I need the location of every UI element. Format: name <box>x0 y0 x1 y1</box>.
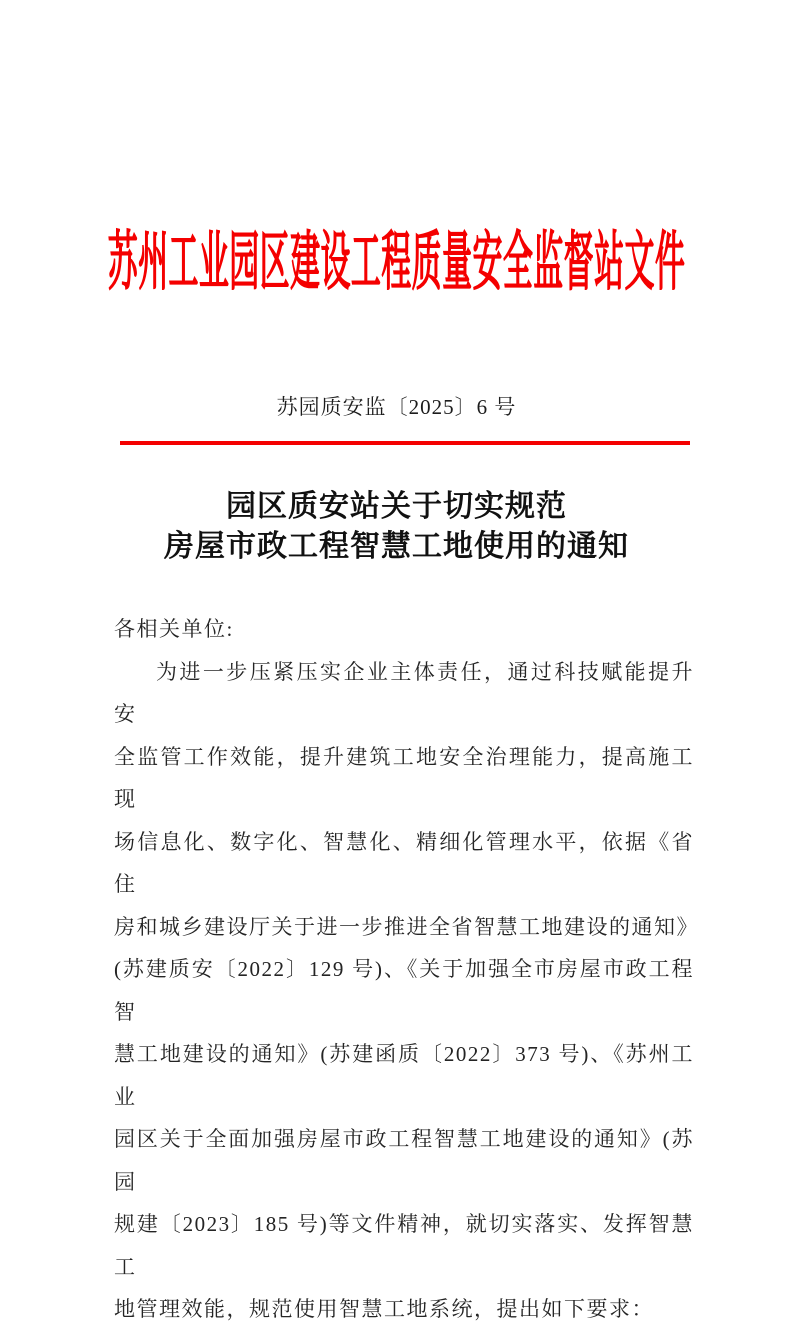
letterhead-banner <box>0 222 793 299</box>
document-title-line-2: 房屋市政工程智慧工地使用的通知 <box>164 530 629 563</box>
letterhead-title: 苏州工业园区建设工程质量安全监督站文件 <box>107 228 686 299</box>
body-line: 场信息化、数字化、智慧化、精细化管理水平，依据《省住 <box>114 829 694 896</box>
document-body <box>114 608 699 1331</box>
document-title <box>0 487 793 567</box>
body-line: 为进一步压紧压实企业主体责任，通过科技赋能提升安 <box>114 659 694 726</box>
body-line: 规建〔2023〕185 号)等文件精神，就切实落实、发挥智慧工 <box>114 1212 694 1279</box>
body-line: 全监管工作效能，提升建筑工地安全治理能力，提高施工现 <box>114 744 694 811</box>
body-line: 地管理效能，规范使用智慧工地系统，提出如下要求： <box>114 1297 654 1321</box>
document-number: 苏园质安监〔2025〕6 号 <box>276 395 517 419</box>
red-separator-line <box>120 441 690 445</box>
body-line: 园区关于全面加强房屋市政工程智慧工地建设的通知》(苏园 <box>114 1127 694 1194</box>
body-line: 房和城乡建设厅关于进一步推进全省智慧工地建设的通知》 <box>114 914 699 939</box>
document-title-line-1: 园区质安站关于切实规范 <box>226 490 567 523</box>
body-line: (苏建质安〔2022〕129 号)、《关于加强全市房屋市政工程智 <box>114 957 694 1024</box>
body-line: 慧工地建设的通知》(苏建函质〔2022〕373 号)、《苏州工业 <box>114 1042 694 1109</box>
salutation: 各相关单位: <box>114 617 234 641</box>
